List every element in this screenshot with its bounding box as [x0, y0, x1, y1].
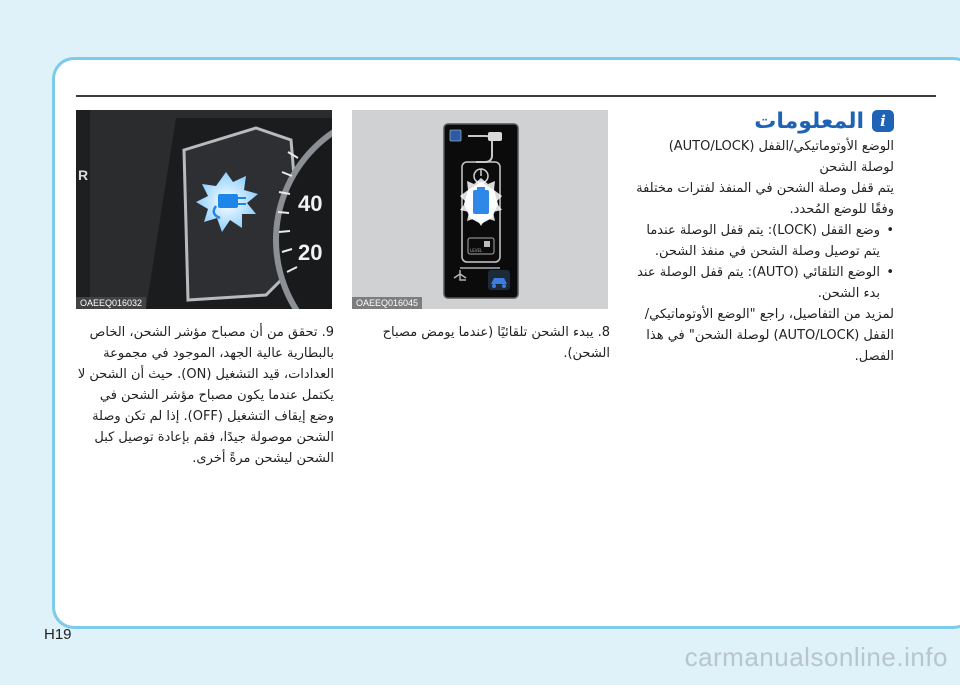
- charging-indicator-figure: [352, 110, 608, 309]
- info-more-details: لمزيد من التفاصيل، راجع "الوضع الأوتوماتيكي/القفل (AUTO/LOCK) لوصلة الشحن" في هذا الفصل.: [644, 307, 894, 364]
- page-number: H19: [44, 626, 72, 643]
- gauge-label-20: 20: [298, 240, 323, 265]
- info-line: وفقًا للوضع المُحدد.: [789, 202, 894, 217]
- step-8: [352, 322, 610, 364]
- svg-text:LEVEL: LEVEL: [470, 248, 483, 253]
- gear-label: R: [78, 167, 89, 183]
- info-title-row: [630, 110, 894, 132]
- info-box: [630, 110, 894, 367]
- figure-code: OAEEQ016032: [76, 297, 146, 309]
- site-watermark: carmanualsonline.info: [684, 642, 948, 672]
- figure-code: OAEEQ016045: [352, 297, 422, 309]
- gauge-label-40: 40: [298, 191, 323, 216]
- info-line: يتم قفل وصلة الشحن في المنفذ لفترات مختلفة: [636, 181, 894, 196]
- info-line: الوضع الأوتوماتيكي/القفل (AUTO/LOCK): [668, 139, 894, 154]
- info-title: المعلومات: [754, 108, 864, 134]
- bullet-lock-mode: • وضع القفل (LOCK): يتم قفل الوصلة عندما يتم توصيل وصلة الشحن في منفذ الشحن.: [630, 220, 894, 262]
- instrument-cluster-figure: [76, 110, 332, 309]
- info-icon: i: [872, 110, 894, 132]
- step-8-text: 8. يبدء الشحن تلقائيًا (عندما يومض مصباح الشحن).: [382, 325, 610, 361]
- step-9-text: 9. تحقق من أن مصباح مؤشر الشحن، الخاص بالبطارية عالية الجهد، الموجود في مجموعة العدادات، قيد التشغيل (ON). حيث أن الشحن لا يكتمل عندما يكون مصباح مؤشر الشحن في وضع إيقاف التشغيل (OFF). إذا لم تكن وصلة الشحن موصولة جيدًا، فقم بإعادة توصيل كبل الشحن ليشحن مرةً أخرى.: [77, 325, 334, 466]
- info-line: لوصلة الشحن: [819, 160, 894, 175]
- info-bullets: [630, 220, 894, 304]
- step-9: [76, 322, 334, 469]
- bullet-auto-mode: • الوضع التلقائي (AUTO): يتم قفل الوصلة عند بدء الشحن.: [630, 262, 894, 304]
- instrument-cluster-illustration: [76, 110, 332, 309]
- header-divider: [76, 95, 936, 97]
- charging-panel-illustration: [352, 110, 608, 309]
